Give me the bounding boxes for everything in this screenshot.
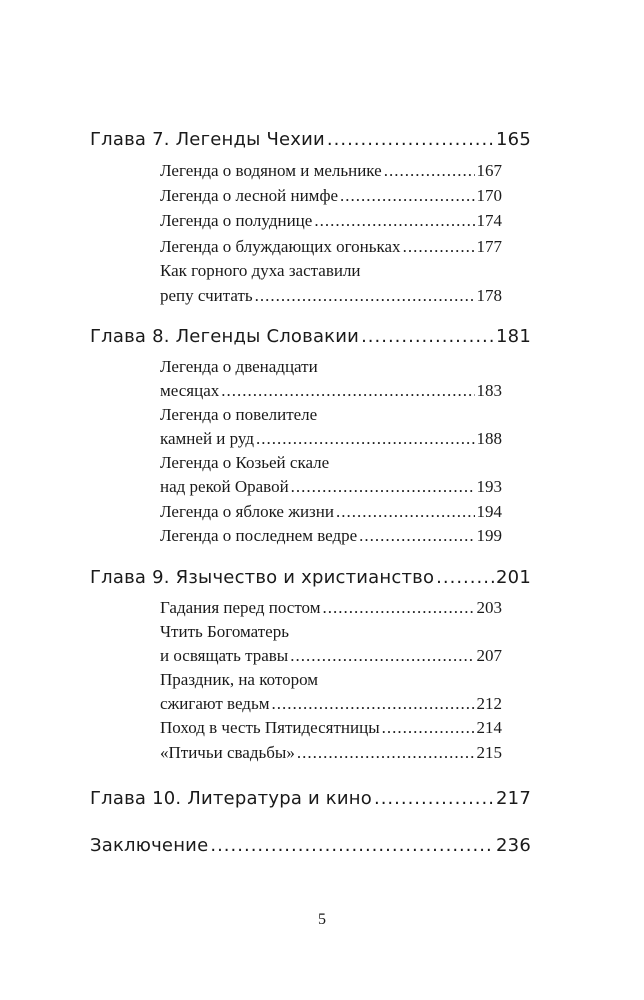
leader-dots bbox=[271, 694, 474, 714]
toc-entry-title: Заключение bbox=[90, 835, 209, 856]
toc-entry-page: 167 bbox=[476, 161, 502, 180]
toc-entry-page: 215 bbox=[476, 743, 502, 762]
toc-entry-page: 188 bbox=[476, 429, 502, 448]
toc-entry-title: Глава 7. Легенды Чехии bbox=[90, 129, 325, 150]
leader-dots bbox=[291, 477, 475, 497]
toc-entry bbox=[160, 477, 502, 497]
toc-entry-page: 170 bbox=[476, 186, 502, 205]
toc-entry-page: 181 bbox=[496, 326, 531, 347]
toc-entry-page: 212 bbox=[476, 694, 502, 713]
toc-entry-title-line1: Легенда о повелителе bbox=[160, 405, 318, 424]
toc-entry-title: Легенда о последнем ведре bbox=[160, 526, 358, 545]
toc-entry-page: 207 bbox=[476, 646, 502, 665]
toc-entry-title: над рекой Оравой bbox=[160, 477, 289, 496]
toc-entry-page: 217 bbox=[496, 788, 531, 809]
leader-dots bbox=[374, 788, 494, 809]
toc-entry-page: 194 bbox=[476, 502, 502, 521]
toc-entry bbox=[160, 502, 502, 522]
leader-dots bbox=[403, 237, 475, 257]
toc-entry-page: 165 bbox=[496, 129, 531, 150]
toc-entry-title: Глава 8. Легенды Словакии bbox=[90, 326, 360, 347]
toc-entry bbox=[160, 381, 502, 401]
leader-dots bbox=[210, 835, 494, 856]
toc-entry-title-line1: Праздник, на котором bbox=[160, 670, 319, 689]
toc-entry-title: Глава 9. Язычество и христианство bbox=[90, 567, 435, 588]
leader-dots bbox=[361, 326, 494, 347]
toc-entry-title: Поход в честь Пятидесятницы bbox=[160, 718, 380, 737]
toc-chapter-10 bbox=[90, 788, 531, 809]
leader-dots bbox=[314, 211, 474, 231]
toc-entry-title: Легенда о водяном и мельнике bbox=[160, 161, 382, 180]
toc-conclusion bbox=[90, 835, 531, 856]
toc-entry-title: Легенда о яблоке жизни bbox=[160, 502, 334, 521]
toc-entry-title: месяцах bbox=[160, 381, 220, 400]
toc-entry-page: 174 bbox=[476, 211, 502, 230]
toc-entry-page: 201 bbox=[496, 567, 531, 588]
toc-entry bbox=[160, 718, 502, 738]
leader-dots bbox=[336, 502, 475, 522]
leader-dots bbox=[221, 381, 474, 401]
toc-entry-page: 193 bbox=[476, 477, 502, 496]
toc-chapter-9 bbox=[90, 567, 531, 588]
toc-entry-title: Легенда о лесной нимфе bbox=[160, 186, 339, 205]
toc-entry bbox=[160, 646, 502, 666]
leader-dots bbox=[384, 161, 475, 181]
toc-entry-title-line1: Как горного духа заставили bbox=[160, 261, 361, 280]
toc-entry-page: 178 bbox=[476, 286, 502, 305]
toc-entry-title: репу считать bbox=[160, 286, 253, 305]
toc-entry-page: 183 bbox=[476, 381, 502, 400]
toc-entry-title: Гадания перед постом bbox=[160, 598, 321, 617]
toc-entry bbox=[160, 211, 502, 231]
toc-entry-title-line1: Легенда о Козьей скале bbox=[160, 453, 330, 472]
toc-entry-page: 236 bbox=[496, 835, 531, 856]
leader-dots bbox=[327, 129, 494, 150]
toc-entry-title: сжигают ведьм bbox=[160, 694, 270, 713]
toc-entry-title: Легенда о блуждающих огоньках bbox=[160, 237, 401, 256]
toc-entry-title: Легенда о полуднице bbox=[160, 211, 313, 230]
toc-entry bbox=[160, 237, 502, 257]
toc-entry-title-line1: Чтить Богоматерь bbox=[160, 622, 289, 641]
leader-dots bbox=[340, 186, 474, 206]
toc-entry-page: 177 bbox=[476, 237, 502, 256]
toc-entry bbox=[160, 694, 502, 714]
toc-entry bbox=[160, 286, 502, 306]
leader-dots bbox=[382, 718, 475, 738]
leader-dots bbox=[322, 598, 474, 618]
toc-entry bbox=[160, 161, 502, 181]
leader-dots bbox=[297, 743, 475, 763]
leader-dots bbox=[290, 646, 474, 666]
toc-entry-title: Глава 10. Литература и кино bbox=[90, 788, 372, 809]
toc-entry-title-line1: Легенда о двенадцати bbox=[160, 357, 318, 376]
toc-entry-page: 214 bbox=[476, 718, 502, 737]
toc-entry-title: камней и руд bbox=[160, 429, 254, 448]
toc-entry-title: и освящать травы bbox=[160, 646, 289, 665]
toc-chapter-8 bbox=[90, 326, 531, 347]
toc-entry bbox=[160, 186, 502, 206]
leader-dots bbox=[359, 526, 474, 546]
leader-dots bbox=[255, 286, 475, 306]
toc-entry bbox=[160, 743, 502, 763]
leader-dots bbox=[436, 567, 494, 588]
toc-chapter-7 bbox=[90, 129, 531, 150]
toc-entry-page: 199 bbox=[476, 526, 502, 545]
leader-dots bbox=[256, 429, 475, 449]
toc-entry bbox=[160, 598, 502, 618]
toc-entry-title: «Птичьи свадьбы» bbox=[160, 743, 295, 762]
toc-entry-page: 203 bbox=[476, 598, 502, 617]
toc-entry bbox=[160, 429, 502, 449]
page-number: 5 bbox=[318, 911, 326, 928]
toc-entry bbox=[160, 526, 502, 546]
